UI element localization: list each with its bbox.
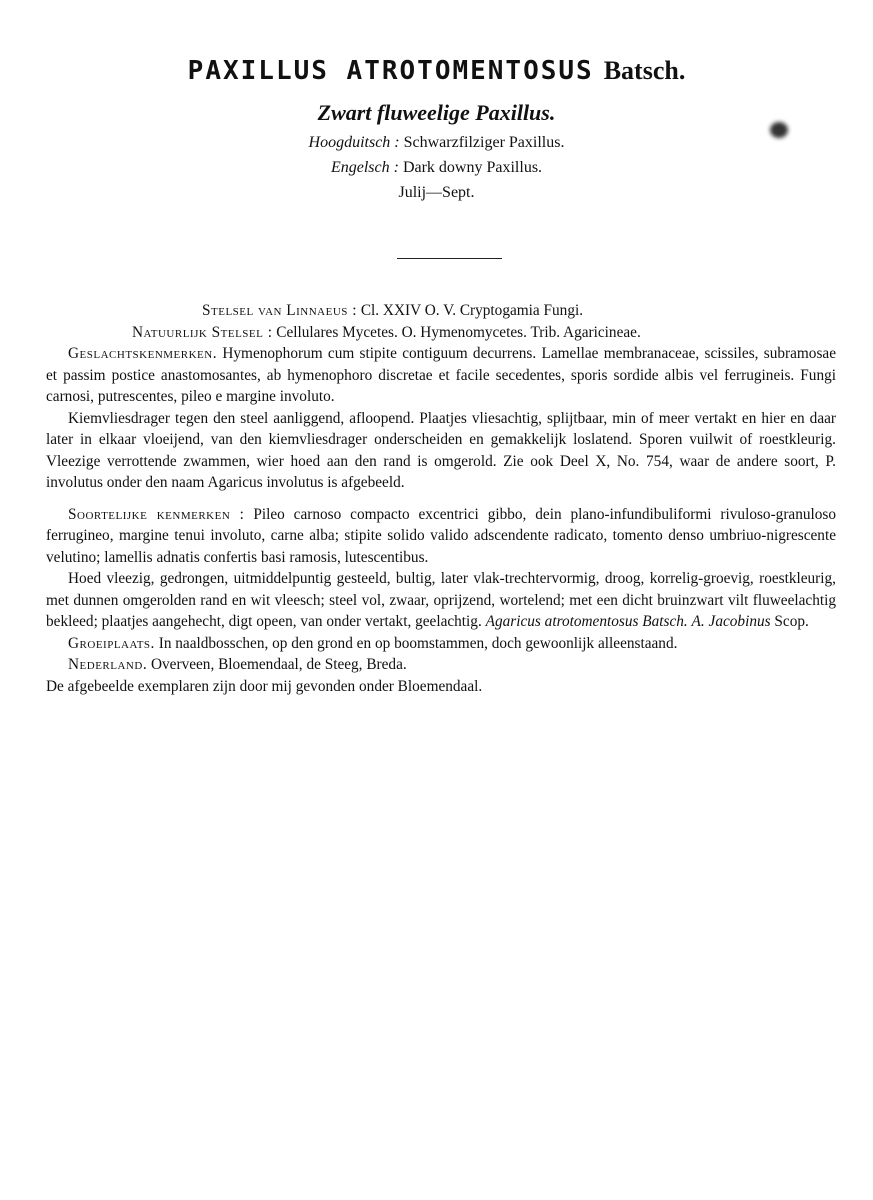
- synonym-2: A. Jacobinus: [691, 613, 771, 630]
- fruiting-season: Julij—Sept.: [398, 184, 475, 201]
- species-dutch-text: Hoed vleezig, gedrongen, uitmiddelpuntig gesteeld, bultig, later vlak-trechtervormig, droog, korrelig-groevig, roestkleurig, met dunnen omgerolden rand en wit vleesch; steel vol, zwaar, oprijzend, wortelend; met een dicht bruinzwart vilt fluweelachtig bekleed; plaatjes aangehecht, digt opeen, van onder vertakt, geelachtig.: [46, 570, 836, 630]
- synonym-2-author: Scop.: [774, 613, 809, 630]
- natural-system: [46, 322, 836, 344]
- netherlands-label: Nederland.: [68, 656, 148, 673]
- collection-note: De afgebeelde exemplaren zijn door mij gevonden onder Bloemendaal.: [46, 677, 483, 695]
- ink-smudge: [770, 122, 788, 138]
- linnaeus-text: Cl. XXIV O. V. Cryptogamia Fungi.: [360, 302, 584, 319]
- german-name: Schwarzfilziger Paxillus.: [403, 134, 565, 151]
- genus-latin: [46, 343, 836, 408]
- english-name-line: [0, 159, 873, 177]
- netherlands-localities: [46, 654, 836, 676]
- synonym-1: Agaricus atrotomentosus Batsch.: [485, 613, 688, 630]
- genus-dutch: Kiemvliesdrager tegen den steel aanliggend, afloopend. Plaatjes vliesachtig, splijtbaar, min of meer vertakt en hier en daar later in elkaar vloeijend, van den kiemvliesdrager onderscheiden en gemakkelijk loslatend. Sporen vuilwit of roestkleurig. Vleezige verrottende zwammen, wier hoed aan den rand is omgerold. Zie ook Deel X, No. 754, waar de andere soort, P. involutus onder den naam Agaricus involutus is afgebeeld.: [46, 409, 836, 491]
- species-latin: [46, 504, 836, 569]
- species-author: Batsch.: [603, 56, 686, 85]
- species-name: PAXILLUS ATROTOMENTOSUS: [187, 56, 594, 86]
- natural-label: Natuurlijk Stelsel :: [132, 323, 273, 341]
- german-label: Hoogduitsch :: [308, 134, 400, 151]
- linnaeus-system: [46, 300, 836, 322]
- natural-text: Cellulares Mycetes. O. Hymenomycetes. Trib. Agaricineae.: [276, 323, 641, 341]
- species-dutch: [46, 568, 836, 633]
- genus-label: Geslachtskenmerken.: [68, 345, 218, 362]
- linnaeus-label: Stelsel van Linnaeus :: [202, 302, 357, 319]
- english-label: Engelsch :: [330, 159, 399, 176]
- german-name-line: [0, 134, 873, 152]
- dutch-common-name: Zwart fluweelige Paxillus.: [317, 100, 556, 125]
- habitat-label: Groeiplaats.: [68, 634, 155, 652]
- title: [0, 56, 873, 86]
- species-latin-text: Pileo carnoso compacto excentrici gibbo, dein plano-infundibuliformi rivuloso-granuloso ferrugineo, margine tenui involuto, carne alba; stipite solido valido adscendente radicato, tomento denso umbriuo-nigrescente velutino; lamellis adnatis confertis basi ramosis, lutescentibus.: [46, 505, 836, 566]
- description-body: [46, 300, 836, 697]
- habitat: [46, 633, 836, 655]
- english-name: Dark downy Paxillus.: [402, 159, 543, 176]
- habitat-text: In naaldbosschen, op den grond en op boomstammen, doch gewoonlijk alleenstaand.: [158, 634, 678, 652]
- divider-rule: [397, 258, 502, 259]
- netherlands-text: Overveen, Bloemendaal, de Steeg, Breda.: [150, 656, 407, 673]
- species-chars-label: Soortelijke kenmerken :: [68, 505, 245, 523]
- genus-latin-text: Hymenophorum cum stipite contiguum decurrens. Lamellae membranaceae, scissiles, subramosae et passim postice anastomosantes, ab hymenophoro discretae et facile secedentes, sporis sordide albis vel ferrugineis. Fungi carnosi, putrescentes, pileo e margine involuto.: [46, 345, 836, 405]
